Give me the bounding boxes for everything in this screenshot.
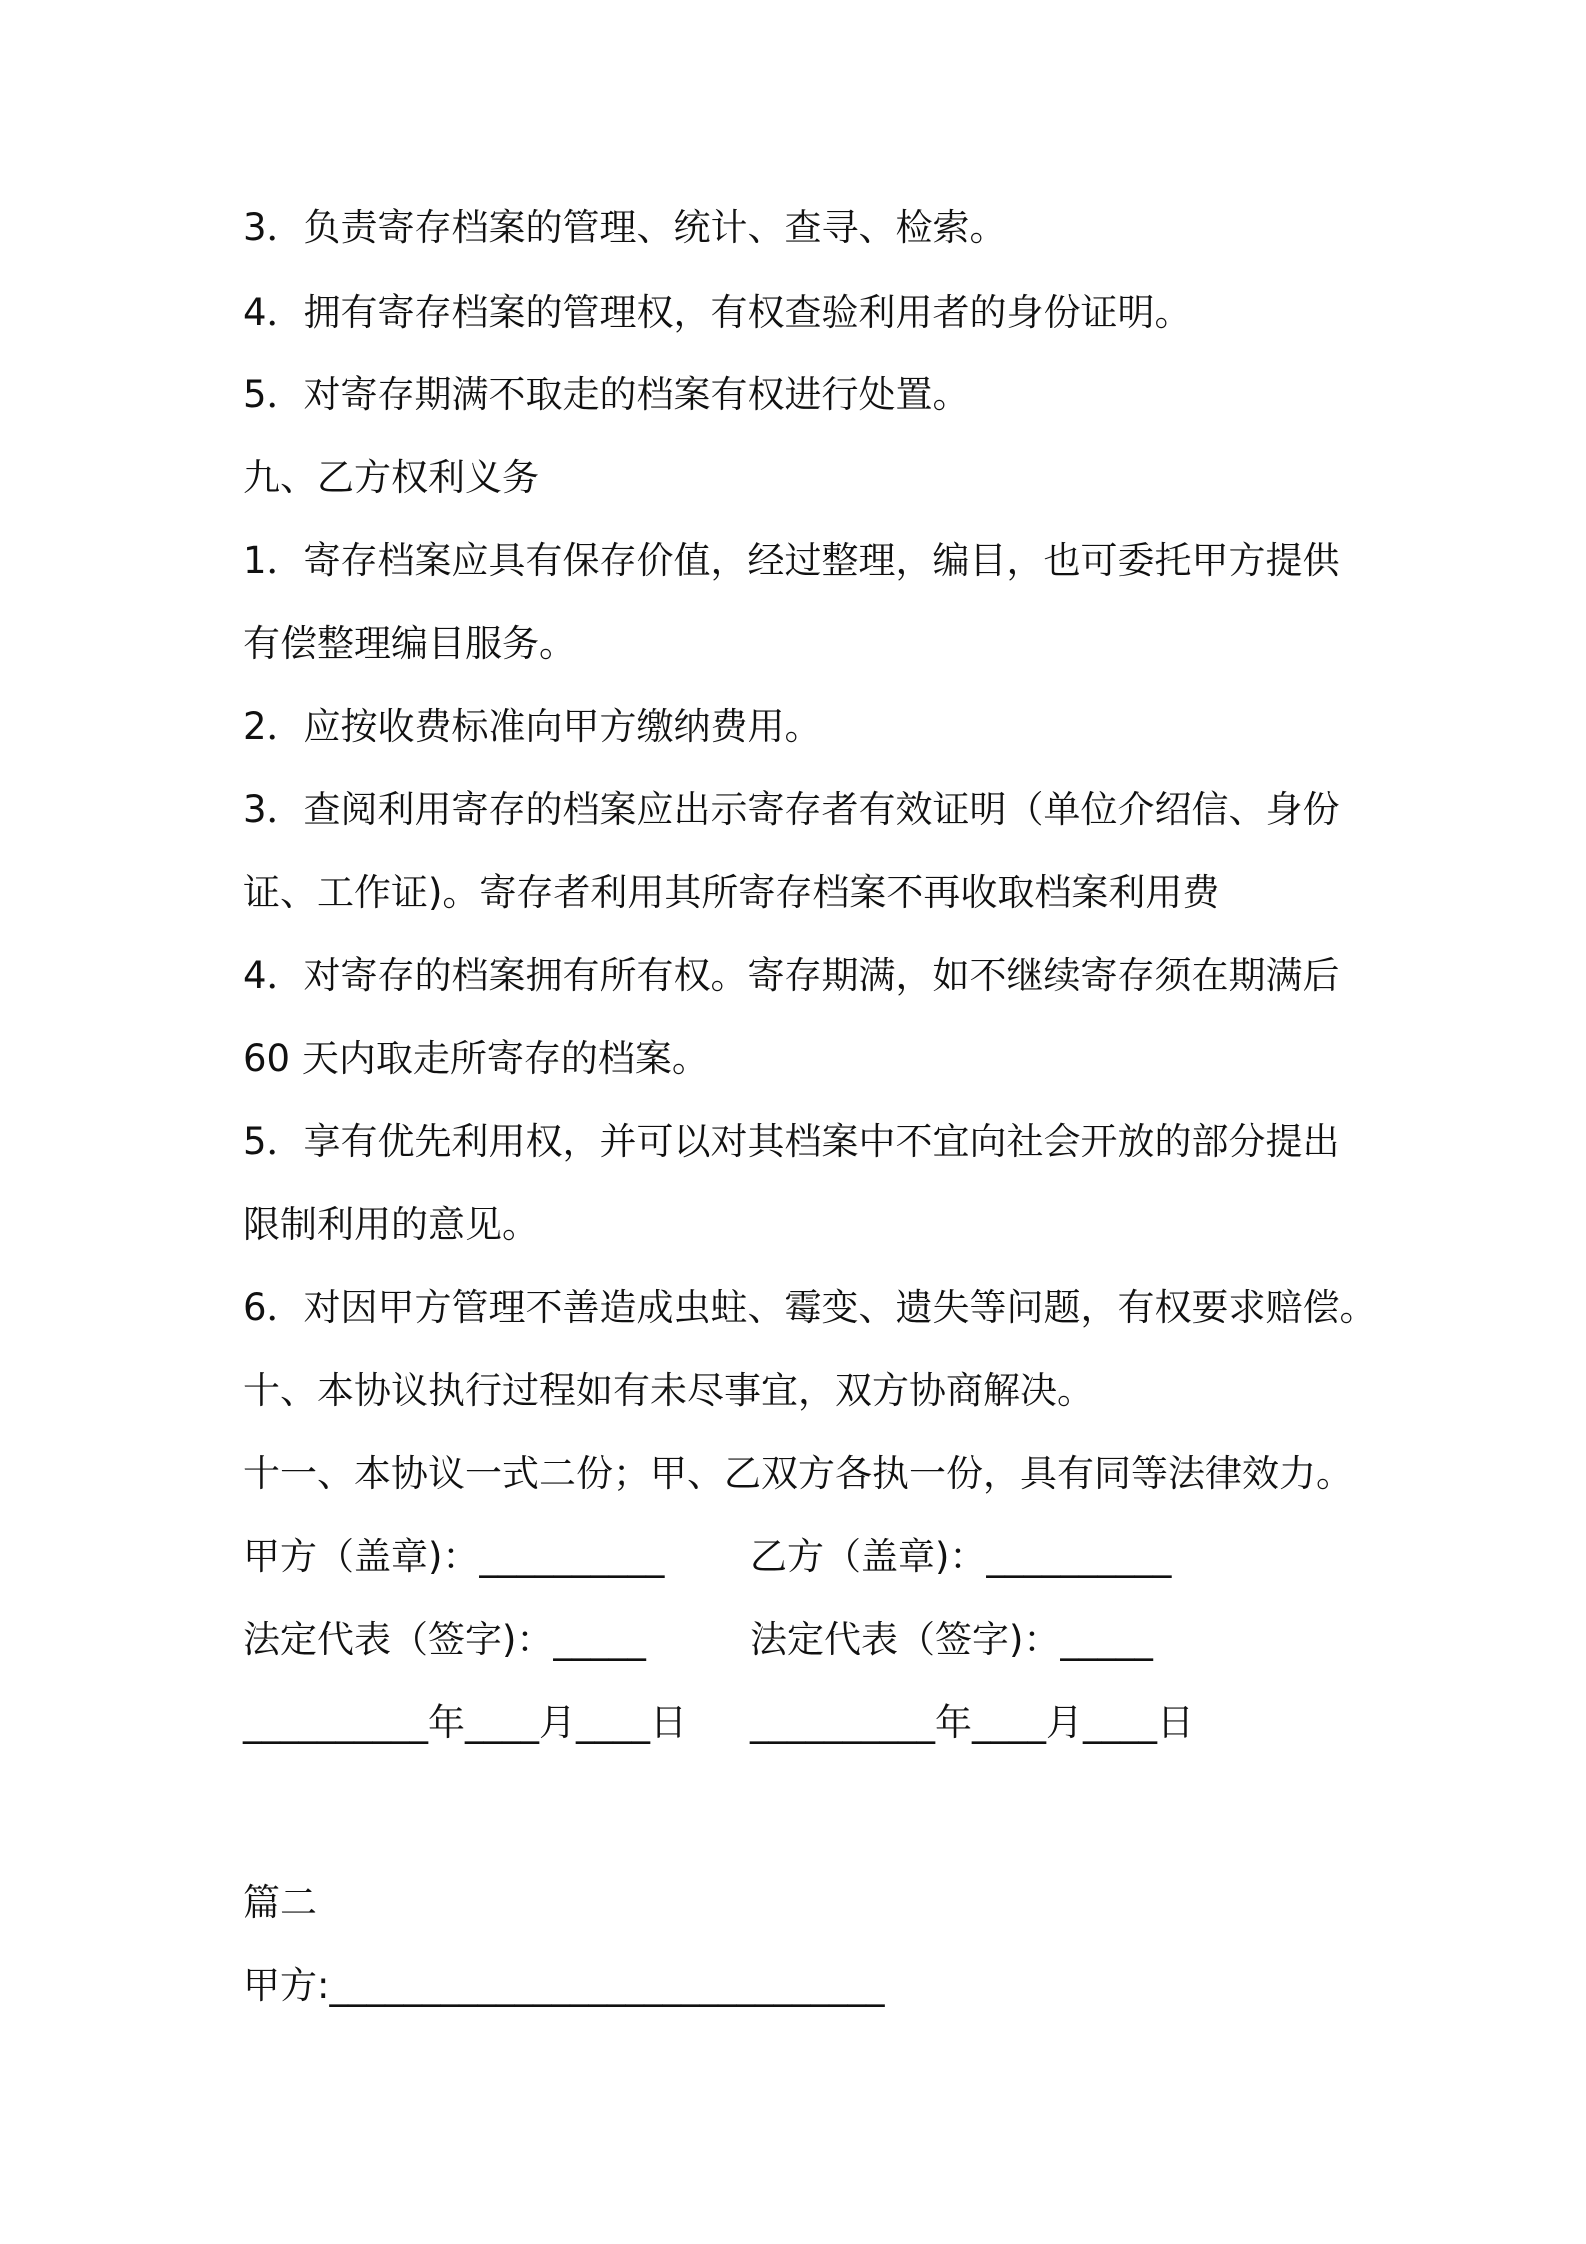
section-heading: 十、本协议执行过程如有未尽事宜，双方协商解决。 — [243, 1369, 1094, 1412]
party-a-seal: 甲方（盖章)：__________ — [243, 1535, 665, 1578]
section-heading: 九、乙方权利义务 — [243, 456, 539, 499]
clause-line: 5．享有优先利用权，并可以对其档案中不宜向社会开放的部分提出 — [243, 1120, 1340, 1163]
section-heading: 十一、本协议一式二份；甲、乙双方各执一份，具有同等法律效力。 — [243, 1452, 1353, 1495]
clause-line: 有偿整理编目服务。 — [243, 622, 576, 665]
clause-line: 2．应按收费标准向甲方缴纳费用。 — [243, 705, 822, 748]
clause-line: 1．寄存档案应具有保存价值，经过整理，编目，也可委托甲方提供 — [243, 539, 1340, 582]
party-a-representative: 法定代表（签字)：_____ — [243, 1618, 646, 1661]
clause-line: 3．查阅利用寄存的档案应出示寄存者有效证明（单位介绍信、身份 — [243, 788, 1340, 831]
clause-line: 60 天内取走所寄存的档案。 — [243, 1037, 709, 1080]
clause-line: 5．对寄存期满不取走的档案有权进行处置。 — [243, 373, 970, 416]
part-two-heading: 篇二 — [243, 1881, 317, 1924]
clause-line: 证、工作证)。寄存者利用其所寄存档案不再收取档案利用费 — [243, 871, 1220, 914]
part-two-party-a: 甲方:______________________________ — [243, 1964, 885, 2007]
clause-line: 3．负责寄存档案的管理、统计、查寻、检索。 — [243, 206, 1007, 249]
clause-line: 4．拥有寄存档案的管理权，有权查验利用者的身份证明。 — [243, 291, 1192, 334]
party-a-date: __________年____月____日 — [243, 1701, 687, 1744]
party-b-date: __________年____月____日 — [750, 1701, 1194, 1744]
party-b-representative: 法定代表（签字)：_____ — [750, 1618, 1153, 1661]
party-b-seal: 乙方（盖章)：__________ — [750, 1535, 1172, 1578]
clause-line: 限制利用的意见。 — [243, 1203, 539, 1246]
clause-line: 6．对因甲方管理不善造成虫蛀、霉变、遗失等问题，有权要求赔偿。 — [243, 1286, 1377, 1329]
clause-line: 4．对寄存的档案拥有所有权。寄存期满，如不继续寄存须在期满后 — [243, 954, 1340, 997]
